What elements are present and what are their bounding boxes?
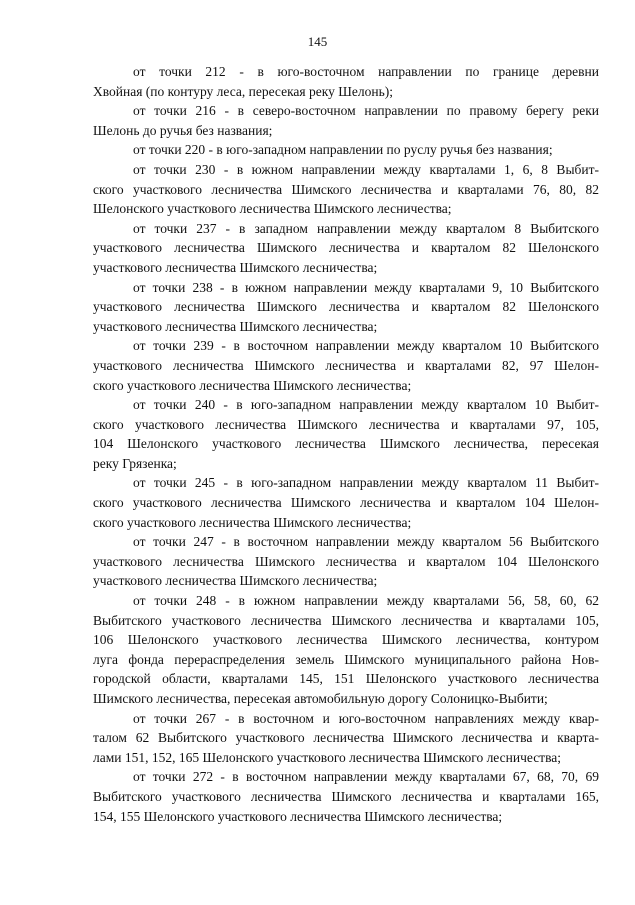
text-line: от точки 239 - в восточном направлении между кварталом 10 Выбитского (133, 338, 599, 354)
paragraph (93, 532, 599, 591)
text-line: городской области, кварталами 145, 151 Шелонского участкового лесничества (93, 671, 599, 687)
text-line: участкового лесничества Шимского лесничества и кварталом 82 Шелонского (93, 240, 599, 256)
paragraph (93, 101, 599, 140)
text-line: участкового лесничества Шимского лесничества и кварталом 104 Шелонского (93, 553, 599, 569)
paragraph (93, 709, 599, 768)
text-line: ского участкового лесничества Шимского лесничества; (93, 377, 412, 393)
text-line: участкового лесничества Шимского лесничества и кварталами 82, 97 Шелон- (93, 357, 599, 373)
text-line: от точки 216 - в северо-восточном направлении по правому берегу реки (133, 103, 599, 119)
text-line: реку Грязенка; (93, 455, 177, 471)
text-line: от точки 248 - в южном направлении между кварталами 56, 58, 60, 62 (133, 593, 599, 609)
text-line: участкового лесничества Шимского лесничества; (93, 259, 378, 275)
paragraph (93, 591, 599, 709)
text-line: от точки 230 - в южном направлении между кварталами 1, 6, 8 Выбит- (133, 161, 599, 177)
text-line: от точки 237 - в западном направлении между кварталом 8 Выбитского (133, 220, 599, 236)
text-line: Шелонского участкового лесничества Шимского лесничества; (93, 201, 452, 217)
text-line: лами 151, 152, 165 Шелонского участкового лесничества Шимского лесничества; (93, 749, 562, 765)
text-line: от точки 212 - в юго-восточном направлении по границе деревни (133, 64, 599, 79)
paragraph (93, 336, 599, 395)
text-line: 106 Шелонского участкового лесничества Шимского лесничества, контуром (93, 632, 599, 648)
text-line: ского участкового лесничества Шимского лесничества и кварталами 76, 80, 82 (93, 181, 599, 197)
text-line: Шимского лесничества, пересекая автомобильную дорогу Солоницко-Выбити; (93, 691, 548, 706)
text-line: от точки 267 - в восточном и юго-восточном направлениях между квар- (133, 710, 599, 726)
text-line: ского участкового лесничества Шимского лесничества и кварталами 97, 105, (93, 416, 599, 432)
text-line: от точки 272 - в восточном направлении между кварталами 67, 68, 70, 69 (133, 769, 599, 785)
text-line: Выбитского участкового лесничества Шимского лесничества и кварталами 105, (93, 612, 599, 628)
paragraph (93, 473, 599, 532)
text-line: Хвойная (по контуру леса, пересекая реку Шелонь); (93, 83, 393, 99)
paragraph (93, 140, 599, 160)
document-body (93, 62, 599, 826)
text-line: талом 62 Выбитского участкового лесничества Шимского лесничества и кварта- (93, 730, 599, 746)
text-line: от точки 245 - в юго-западном направлении между кварталом 11 Выбит- (133, 475, 599, 491)
text-line: от точки 238 - в южном направлении между кварталами 9, 10 Выбитского (133, 279, 599, 295)
text-line: от точки 247 - в восточном направлении между кварталом 56 Выбитского (133, 534, 599, 550)
paragraph (93, 278, 599, 337)
text-line: ского участкового лесничества Шимского лесничества; (93, 514, 412, 530)
text-line: участкового лесничества Шимского лесничества; (93, 318, 378, 334)
paragraph (93, 767, 599, 826)
text-line: Выбитского участкового лесничества Шимского лесничества и кварталами 165, (93, 788, 599, 804)
paragraph (93, 160, 599, 219)
text-line: участкового лесничества Шимского лесничества; (93, 573, 378, 589)
paragraph (93, 395, 599, 473)
paragraph (93, 219, 599, 278)
paragraph (93, 62, 599, 101)
text-line: луга фонда перераспределения земель Шимского муниципального района Нов- (93, 651, 599, 667)
text-line: участкового лесничества Шимского лесничества и кварталом 82 Шелонского (93, 299, 599, 315)
text-line: 104 Шелонского участкового лесничества Шимского лесничества, пересекая (93, 436, 599, 452)
page-number: 145 (307, 34, 328, 49)
text-line: ского участкового лесничества Шимского лесничества и кварталом 104 Шелон- (93, 495, 599, 511)
text-line: от точки 240 - в юго-западном направлении между кварталом 10 Выбит- (133, 397, 599, 413)
text-line: 154, 155 Шелонского участкового лесничества Шимского лесничества; (93, 808, 503, 824)
text-line: от точки 220 - в юго-западном направлении по руслу ручья без названия; (133, 142, 553, 158)
text-line: Шелонь до ручья без названия; (93, 122, 273, 138)
